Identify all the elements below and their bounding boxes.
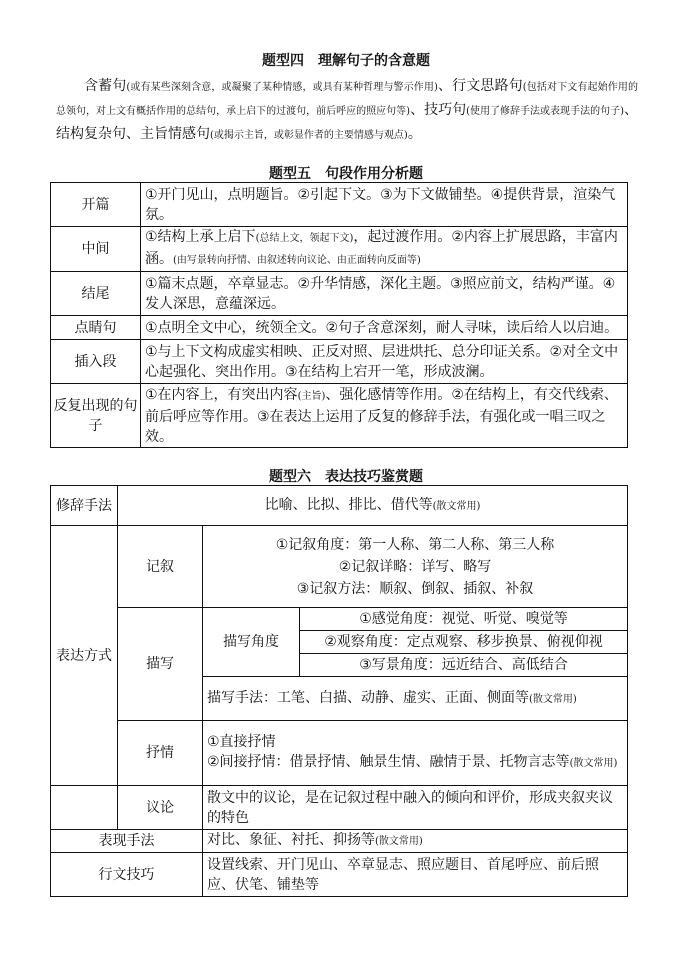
argument-label: 议论 (118, 786, 203, 830)
section4-title: 题型四 理解句子的含意题 (262, 53, 430, 69)
row-label: 点睛句 (51, 316, 141, 340)
argument-cell: 散文中的议论，是在记叙过程中融入的倾向和评价，形成夹叙夹议的特色 (203, 786, 628, 830)
intro-annotation: (使用了修辞手法或表现手法的句子) (466, 106, 624, 117)
row-text: ①点明全文中心，统领全文。②句子含意深刻，耐人寻味，读后给人以启迪。 (145, 319, 619, 336)
desc-technique-cell (203, 677, 628, 721)
desc-angle-1: ①感觉角度：视觉、听觉、嗅觉等 (300, 608, 628, 631)
writing-cell: 设置线索、开门见山、卒章显志、照应题目、首尾呼应、前后照应、伏笔、铺垫等 (203, 853, 628, 897)
narration-cell (203, 526, 628, 608)
desc-angle-label: 描写角度 (203, 608, 300, 677)
section6-title: 题型六 表达技巧鉴赏题 (269, 469, 423, 485)
row-content (141, 272, 628, 316)
desc-angle-row-1 (51, 608, 628, 631)
performance-text: 对比、象征、衬托、抑扬等 (207, 832, 375, 848)
narration-line-1: ①记叙角度：第一人称、第二人称、第三人称 (275, 536, 555, 553)
row-annotation: (由写景转向抒情、由叙述转向议论、由正面转向反面等) (173, 255, 421, 266)
narration-label: 记叙 (118, 526, 203, 608)
table-row (51, 272, 628, 316)
intro-text: 、技巧句 (410, 102, 467, 118)
lyric-row (51, 721, 628, 786)
row-annotation: (总结上文，领起下文) (255, 233, 354, 244)
row-label: 开篇 (51, 183, 141, 227)
desc-angle-2: ②观察角度：定点观察、移步换景、俯视仰视 (300, 631, 628, 654)
section6-table (50, 485, 628, 897)
narration-line-2: ②记叙详略：详写、略写 (338, 558, 492, 575)
row-text: 、强化感情等作用。②在结构上，有交代线索、前后呼应等作用。③在表达上运用了反复的修辞手法，有强化或一唱三叹之效。 (145, 386, 618, 445)
desc-technique-text: 描写手法：工笔、白描、动静、虚实、正面、侧面等 (207, 689, 529, 706)
writing-row (51, 853, 628, 897)
row-text: ①与上下文构成虚实相映、正反对照、层进烘托、总分印证关系。②对全文中心起强化、突出作用。③在结构上宕开一笔，形成波澜。 (145, 343, 619, 380)
row-content (141, 384, 628, 448)
expression-label: 表达方式 (51, 526, 118, 786)
lyric-cell (203, 721, 628, 786)
row-content (141, 227, 628, 272)
lyric-note: (散文常用) (569, 758, 618, 769)
rhetoric-label: 修辞手法 (51, 486, 118, 526)
writing-label: 行文技巧 (51, 853, 203, 897)
rhetoric-cell (118, 486, 628, 526)
performance-cell (203, 830, 628, 853)
intro-text: 、结构复杂句、主旨情感句 (56, 102, 639, 142)
row-content (141, 340, 628, 384)
desc-technique-note: (散文常用) (529, 693, 577, 705)
table-row (51, 227, 628, 272)
intro-annotation: (或有某些深刻含意，或凝聚了某种情感，或具有某种哲理与警示作用) (126, 82, 438, 93)
row-content (141, 183, 628, 227)
row-text: ①在内容上，有突出内容 (145, 386, 298, 403)
description-label: 描写 (118, 608, 203, 721)
narration-row (51, 526, 628, 608)
performance-note: (散文常用) (375, 836, 423, 847)
rhetoric-row (51, 486, 628, 526)
section5-title: 题型五 句段作用分析题 (269, 166, 423, 182)
row-label: 插入段 (51, 340, 141, 384)
lyric-indirect: ②间接抒情：借景抒情、触景生情、融情于景、托物言志等(散文常用) (207, 754, 618, 770)
row-text: ①结构上承上启下 (145, 229, 256, 245)
table-row (51, 384, 628, 448)
intro-text: 。 (407, 126, 422, 142)
intro-text: 、行文思路句 (437, 78, 523, 94)
intro-annotation: (包括对下文有起始作用的总领句，对上文有概括作用的总结句，承上启下的过渡句，前后呼应的照应句等) (56, 82, 639, 117)
narration-line-3: ③记叙方法：顺叙、倒叙、插叙、补叙 (296, 580, 534, 597)
section5-table (50, 182, 628, 448)
table-row (51, 316, 628, 340)
argument-spacer (51, 786, 118, 830)
rhetoric-note: (散文常用) (432, 500, 481, 512)
performance-label: 表现手法 (51, 830, 203, 853)
intro-annotation: (或揭示主旨，或彰显作者的主要情感与观点) (210, 130, 408, 141)
section4-intro (56, 75, 638, 147)
rhetoric-text: 比喻、比拟、排比、借代等 (264, 496, 433, 513)
row-label: 中间 (51, 227, 141, 272)
row-text: ①篇末点题，卒章显志。②升华情感，深化主题。③照应前文，结构严谨。④发人深思，意蕴深远。 (145, 275, 616, 312)
argument-row (51, 786, 628, 830)
row-text: ，起过渡作用。②内容上扩展思路，丰富内涵。 (145, 229, 618, 267)
desc-angle-3: ③写景角度：远近结合、高低结合 (300, 654, 628, 677)
performance-row (51, 830, 628, 853)
intro-text: 含蓄句 (84, 78, 127, 94)
lyric-label: 抒情 (118, 721, 203, 786)
row-label: 结尾 (51, 272, 141, 316)
lyric-direct: ①直接抒情 (207, 734, 276, 750)
table-row (51, 340, 628, 384)
row-text: ①开门见山，点明题旨。②引起下文。③为下文做铺垫。④提供背景，渲染气氛。 (145, 186, 616, 223)
row-annotation: (主旨) (297, 390, 326, 402)
row-label: 反复出现的句子 (51, 384, 141, 448)
table-row (51, 183, 628, 227)
row-content (141, 316, 628, 340)
